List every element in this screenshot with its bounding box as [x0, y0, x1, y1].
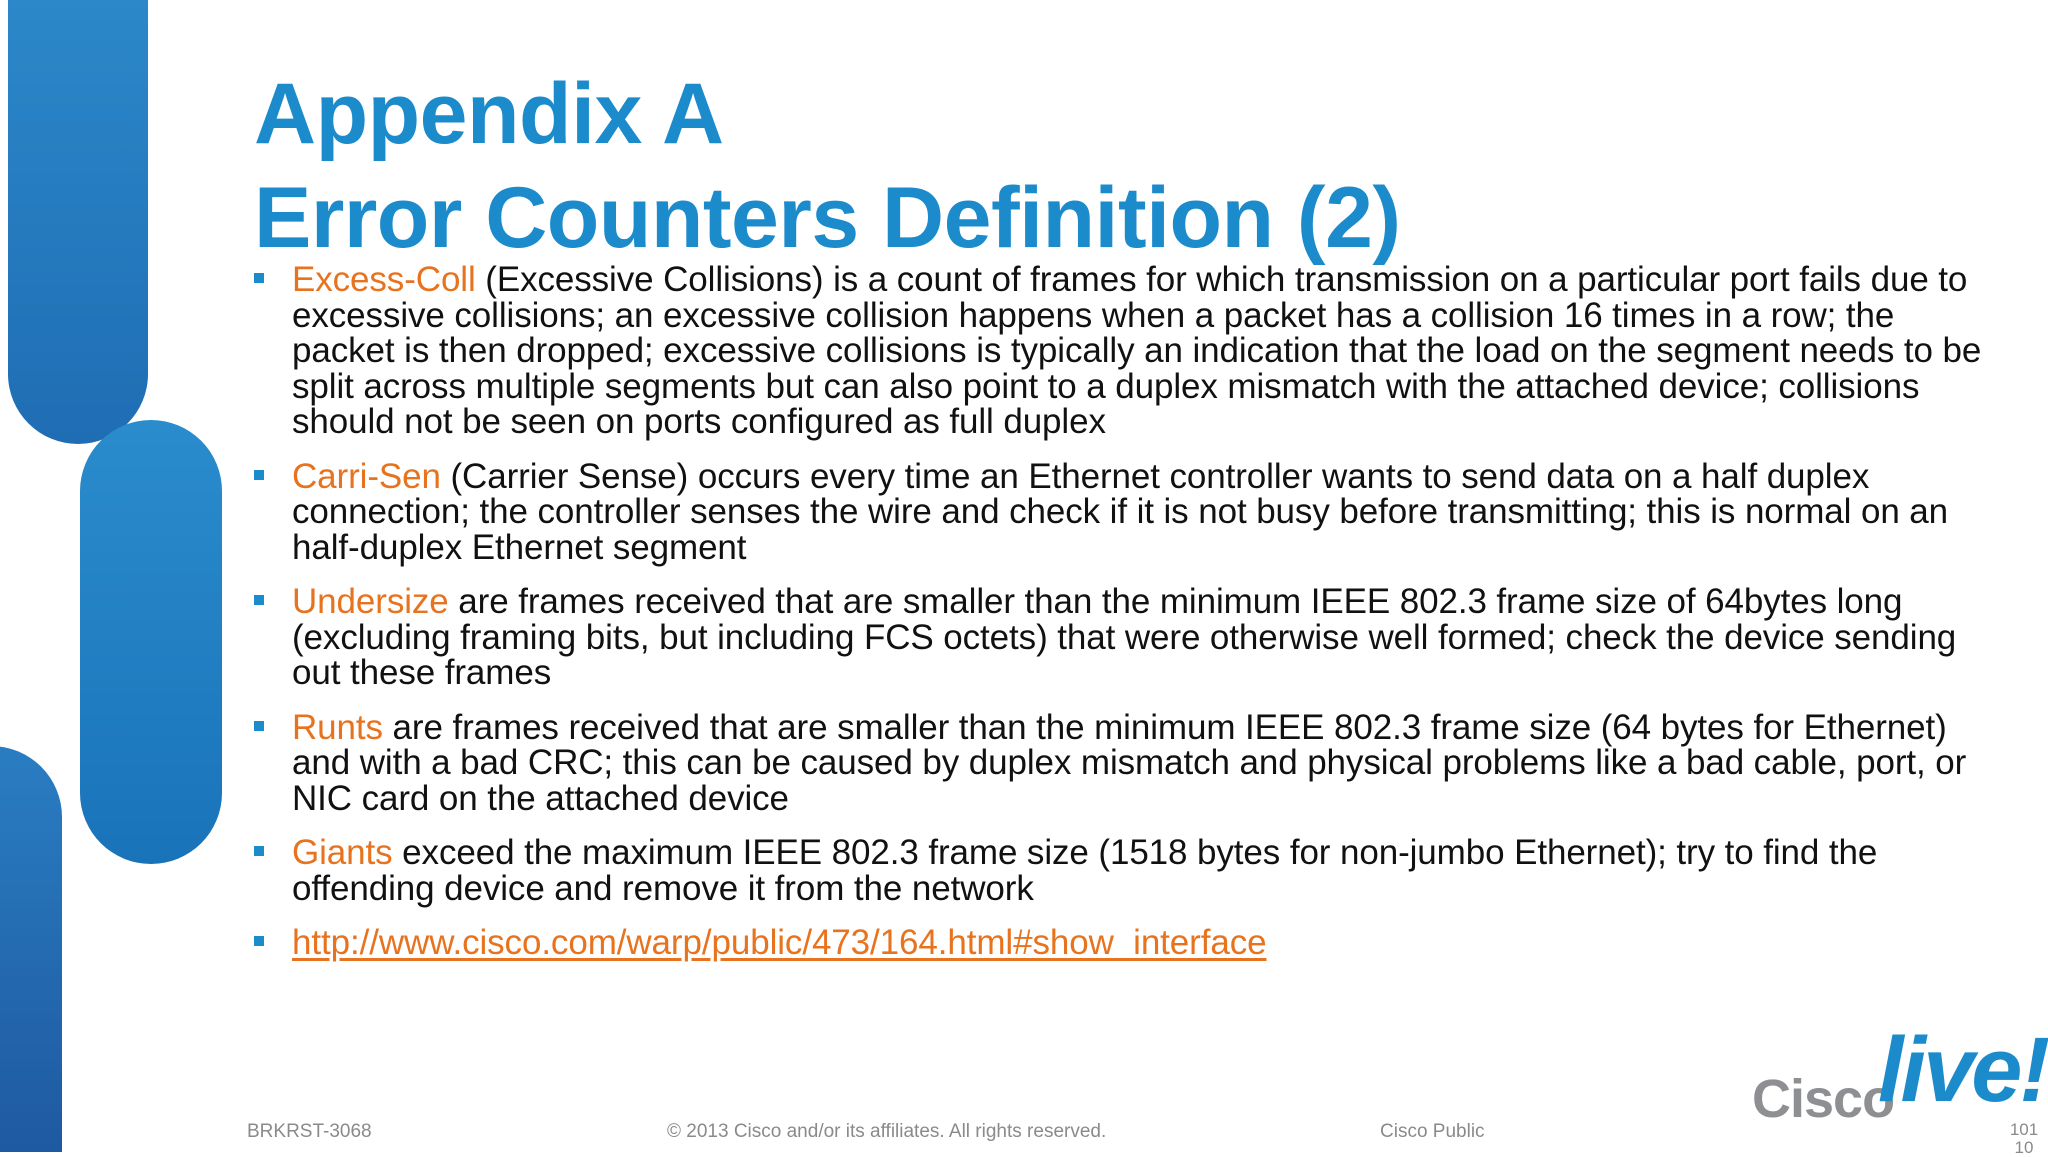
decorative-pill-top [8, 0, 148, 444]
footer-classification: Cisco Public [1380, 1121, 1485, 1142]
term-giants: Giants [292, 833, 393, 872]
slide-title [254, 62, 1401, 270]
logo-brand-text: Cisco [1752, 1069, 1895, 1129]
bullet-square-icon [254, 936, 264, 946]
term-undersize: Undersize [292, 582, 449, 621]
decorative-pill-shapes [0, 0, 240, 1152]
decorative-pill-middle [80, 420, 222, 864]
bullet-runts [254, 707, 1994, 818]
bullet-reference-link [254, 925, 1994, 961]
definition-carri-sen: (Carrier Sense) occurs every time an Ethernet controller wants to send data on a half duplex connection; the controller senses the wire and check if it is not busy before transmitting; this is normal on an half-duplex Ethernet segment [292, 456, 1949, 567]
title-line-1: Appendix A [254, 66, 724, 162]
footer-session-id: BRKRST-3068 [247, 1121, 372, 1142]
definition-runts: are frames received that are smaller than the minimum IEEE 802.3 frame size (64 bytes for Ethernet) and with a bad CRC; this can be caused by duplex mismatch and physical problems like a bad cable, port, or NIC card on the attached device [292, 707, 1967, 818]
footer-copyright: © 2013 Cisco and/or its affiliates. All rights reserved. [667, 1121, 1107, 1142]
bullet-square-icon [254, 273, 264, 283]
bullet-square-icon [254, 721, 264, 731]
title-line-2: Error Counters Definition (2) [254, 170, 1401, 266]
reference-link[interactable]: http://www.cisco.com/warp/public/473/164.html#show_interface [292, 923, 1267, 962]
term-runts: Runts [292, 707, 383, 747]
definition-giants: exceed the maximum IEEE 802.3 frame size (1518 bytes for non-jumbo Ethernet); try to find the offending device and remove it from the network [292, 833, 1878, 908]
page-number-value: 101 [2009, 1120, 2039, 1139]
bullet-square-icon [254, 470, 264, 480]
bullet-square-icon [254, 846, 264, 856]
bullet-list [254, 262, 1994, 980]
bullet-undersize [254, 584, 1994, 691]
term-excess-coll: Excess-Coll [292, 260, 476, 299]
bullet-square-icon [254, 595, 264, 605]
page-number-cut: 10 [2014, 1138, 2034, 1157]
logo-event-text: live! [1878, 1019, 2048, 1121]
decorative-pill-bottom [0, 746, 62, 1152]
definition-excess-coll: (Excessive Collisions) is a count of frames for which transmission on a particular port fails due to excessive collisions; an excessive collision happens when a packet has a collision 16 times in a row; the packet is then dropped; excessive collisions is typically an indication that the load on the segment needs to be split across multiple segments but can also point to a duplex mismatch with the attached device; collisions should not be seen on ports configured as full duplex [292, 260, 1982, 441]
cisco-live-logo [1752, 1019, 2048, 1129]
definition-undersize: are frames received that are smaller than the minimum IEEE 802.3 frame size of 64bytes long (excluding framing bits, but including FCS octets) that were otherwise well formed; check the device sending out these frames [292, 582, 1957, 692]
bullet-excess-coll [254, 262, 1994, 440]
bullet-giants [254, 835, 1994, 906]
bullet-carri-sen [254, 456, 1994, 567]
term-carri-sen: Carri-Sen [292, 456, 441, 496]
